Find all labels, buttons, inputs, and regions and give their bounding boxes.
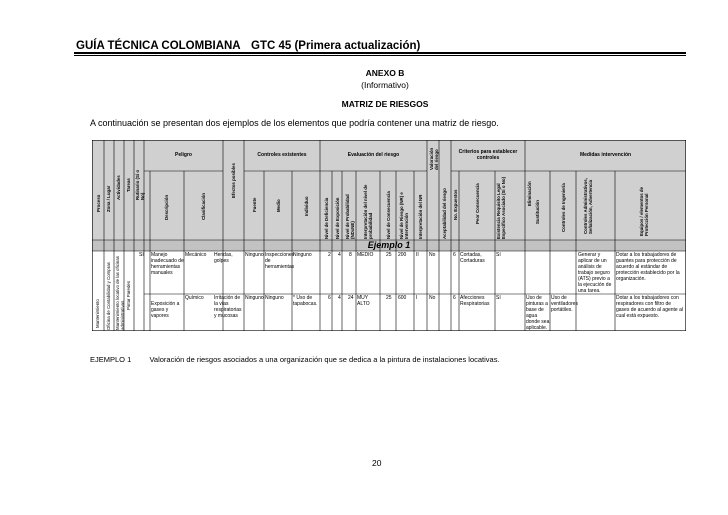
row1-efectos: Heridas, golpes [214, 252, 233, 264]
header-rule-thick [74, 52, 686, 54]
row1-interp-nr: II [416, 252, 419, 258]
col-header-nivel-exposicion: Nivel de Exposición [335, 197, 340, 239]
col-header-ingenieria: Controles de Ingeniería [561, 183, 566, 232]
row1-np: 8 [349, 252, 352, 258]
row2-nc: 25 [386, 295, 392, 301]
group-header-criterios: Criterios para establecer controles [458, 149, 518, 161]
row2-requisito: Sí [496, 295, 501, 301]
row1-fuente: Ninguno [245, 252, 264, 258]
group-header-valoracion: Valoración del riesgo [429, 147, 439, 170]
annex-title: ANEXO B [365, 68, 405, 78]
col-header-administrativos: Controles Administrativos, Señalización, Advertencia [583, 178, 593, 234]
col-header-eliminacion: Eliminación [527, 181, 532, 206]
col-header-interp-riesgo: Interpretación del NR [418, 194, 423, 239]
annex-subtitle: (Informativo) [361, 80, 409, 90]
row2-sustitucion: Uso de pinturas a base de agua donde sea aplicable. [526, 295, 550, 331]
col-header-nivel-consecuencia: Nivel de Consecuencia [386, 191, 391, 239]
group-header-controles: Controles existentes [257, 152, 307, 158]
row1-nr: 200 [398, 252, 407, 258]
col-header-zona: Zona / Lugar [106, 185, 111, 212]
row2-peor: Afecciones Respiratorias [460, 295, 490, 307]
col-header-medio: Medio [276, 199, 281, 212]
group-header-evaluacion: Evaluación del riesgo [347, 152, 400, 158]
col-header-expuestos: No. Expuestos [453, 189, 458, 220]
header-rule-thin [74, 55, 686, 56]
row2-nr: 600 [398, 295, 407, 301]
group-header-peligro: Peligro [175, 152, 192, 158]
row1-individuo: Ninguno [293, 252, 312, 258]
row2-interp-nr: I [416, 295, 418, 301]
row1-peor: Cortadas, Cortaduras [460, 252, 485, 264]
col-header-rutinario: Rutinario (Sí o No) [135, 169, 145, 200]
col-header-sustitucion: Sustitución [535, 200, 540, 224]
intro-paragraph: A continuación se presentan dos ejemplos de los elementos que podría contener una matriz de riesgo. [90, 118, 499, 128]
row1-clasificacion: Mecánico [185, 252, 207, 258]
row2-efectos: Irritación de la vías respiratorias y mucosas [214, 295, 242, 319]
row1-medio: Inspecciones de herramientas [265, 252, 295, 270]
col-header-requisito-legal: Existencia Requisito Legal Específico Asociado (Sí o No) [496, 176, 506, 239]
col-header-interp-probabilidad: Interpretación del nivel de probabilidad [363, 184, 373, 239]
row2-np: 24 [348, 295, 354, 301]
example-caption [90, 355, 500, 364]
row1-interp-np: MEDIO [357, 252, 374, 258]
row1-aceptabilidad: No [429, 252, 436, 258]
cell-rutinario: Sí [139, 252, 144, 258]
col-header-tareas: Tareas [126, 178, 131, 192]
col-header-nivel-probabilidad: Nivel de Probabilidad (NDxNE) [345, 194, 355, 239]
example-caption-label: EJEMPLO 1 [90, 355, 132, 364]
col-header-clasificacion: Clasificación [201, 192, 206, 220]
row2-clasificacion: Químico [185, 295, 204, 301]
cell-tareas: Pintar Paredes [126, 280, 131, 310]
running-header-standard: GTC 45 (Primera actualización) [251, 40, 421, 52]
row2-expuestos: 6 [453, 295, 456, 301]
row2-aceptabilidad: No [429, 295, 436, 301]
matrix-heading: MATRIZ DE RIESGOS [341, 99, 429, 109]
example-1-label: Ejemplo 1 [367, 240, 411, 250]
row2-ne: 4 [338, 295, 341, 301]
group-header-medidas: Medidas intervención [579, 152, 632, 158]
col-header-epp: Equipos / elementos de Protección Personal [639, 186, 649, 236]
col-header-descripcion: Descripción [164, 194, 169, 220]
col-header-fuente: Fuente [252, 197, 257, 212]
row1-epp: Dotar a los trabajadores de guantes para protección de acuerdo al estándar de protección establecido por la organización. [616, 252, 680, 282]
cell-proceso: Mantenimiento [95, 299, 100, 328]
col-header-proceso: Proceso [96, 194, 101, 212]
row2-epp: Dotar a los trabajadores con respiradores con filtro de gases de acuerdo al agente al cual está expuesto. [616, 295, 683, 319]
page-number: 20 [372, 458, 382, 468]
row2-interp-np: MUY ALTO [357, 295, 370, 307]
row2-medio: Ninguno [265, 295, 284, 301]
row2-ingenieria: Uso de ventiladores portátiles. [551, 295, 578, 313]
col-header-individuo: Individuo [304, 196, 309, 216]
row1-ne: 4 [338, 252, 341, 258]
row1-descripcion: Manejo inadecuado de herramientas manuales [151, 252, 184, 276]
cell-zona: Oficina de Contabilidad y Compras [106, 262, 111, 330]
row1-nd: 2 [328, 252, 331, 258]
col-header-nivel-deficiencia: Nivel de Deficiencia [324, 197, 329, 239]
row2-nd: 6 [328, 295, 331, 301]
row2-descripcion: Exposición a gases y vapores [151, 301, 180, 319]
risk-matrix-table [92, 140, 686, 331]
col-header-actividades: Actividades [116, 175, 121, 200]
col-header-peor-consecuencia: Peor Consecuencia [475, 183, 480, 224]
col-header-aceptabilidad: Aceptabilidad del riesgo [442, 188, 447, 239]
row2-fuente: Ninguno [245, 295, 264, 301]
cell-actividades: Mantenimiento locativo de las oficinas administrativas [115, 256, 125, 330]
row1-administrativos: Generar y aplicar de un análisis de trabajo seguro (ATS) previo a la ejecución de una tarea. [578, 252, 612, 294]
row1-expuestos: 6 [453, 252, 456, 258]
example-caption-text: Valoración de riesgos asociados a una organización que se dedica a la pintura de instalaciones locativas. [149, 355, 500, 364]
col-header-nivel-riesgo: Nivel de Riesgo (NR) e Intervención [399, 192, 409, 239]
col-header-efectos: Efectos posibles [231, 163, 236, 198]
running-header-title: GUÍA TÉCNICA COLOMBIANA [76, 40, 241, 52]
row1-nc: 25 [386, 252, 392, 258]
row2-individuo: * Uso de tapabocas. [293, 295, 318, 307]
row1-requisito: Sí [496, 252, 501, 258]
